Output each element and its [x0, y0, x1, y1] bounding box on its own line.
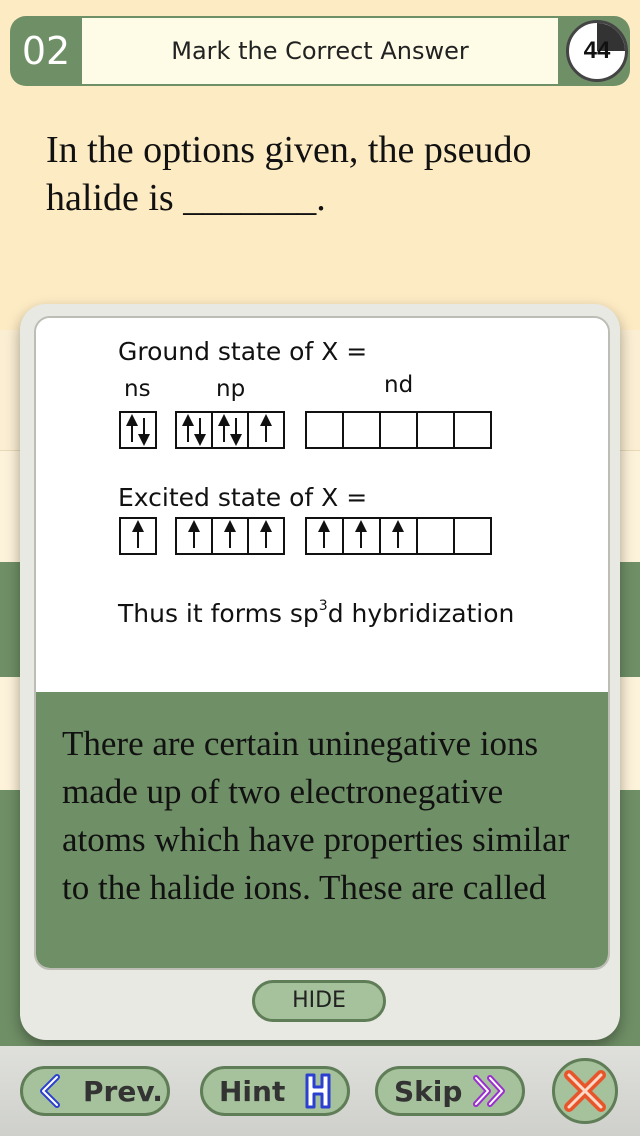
hint-content: [34, 316, 610, 970]
hint-explanation-text: There are certain uninegative ions made up of two electronegative atoms which have properties similar to the halide ions. These are called: [62, 724, 570, 907]
timer: [566, 20, 628, 82]
skip-button[interactable]: [375, 1066, 525, 1116]
question-header: [10, 16, 630, 86]
skip-label: Skip: [394, 1075, 463, 1108]
np-label: np: [216, 376, 246, 402]
close-button[interactable]: [552, 1058, 618, 1124]
ground-state-orbitals: [120, 412, 491, 448]
orbital-diagram: [36, 318, 608, 692]
ground-state-electrons: [132, 418, 266, 442]
excited-state-label: Excited state of X =: [118, 483, 368, 512]
prev-label: Prev.: [83, 1075, 163, 1108]
question-text: In the options given, the pseudo halide is _______.: [46, 129, 532, 219]
double-chevron-right-icon: [470, 1074, 514, 1108]
timer-value: 44: [583, 37, 611, 64]
ground-state-label: Ground state of X =: [118, 337, 368, 366]
excited-state-orbitals: [120, 518, 491, 554]
hint-button[interactable]: [200, 1066, 350, 1116]
close-icon: [555, 1061, 615, 1121]
footer-toolbar: [0, 1046, 640, 1136]
chevron-left-icon: [35, 1074, 65, 1108]
hybridization-conclusion: Thus it forms $sp^3d$ hybridization: [118, 598, 515, 628]
hint-modal: [20, 304, 620, 1040]
hint-diagram: [36, 318, 608, 692]
hint-explanation-panel[interactable]: [36, 692, 608, 968]
nd-label: nd: [384, 372, 414, 398]
question-number: 02: [21, 29, 71, 73]
header-title: Mark the Correct Answer: [82, 18, 558, 84]
hint-h-icon: [303, 1072, 333, 1110]
hint-label: Hint: [219, 1075, 286, 1108]
hide-button[interactable]: HIDE: [252, 980, 386, 1022]
prev-button[interactable]: [20, 1066, 170, 1116]
ns-label: ns: [124, 376, 151, 402]
